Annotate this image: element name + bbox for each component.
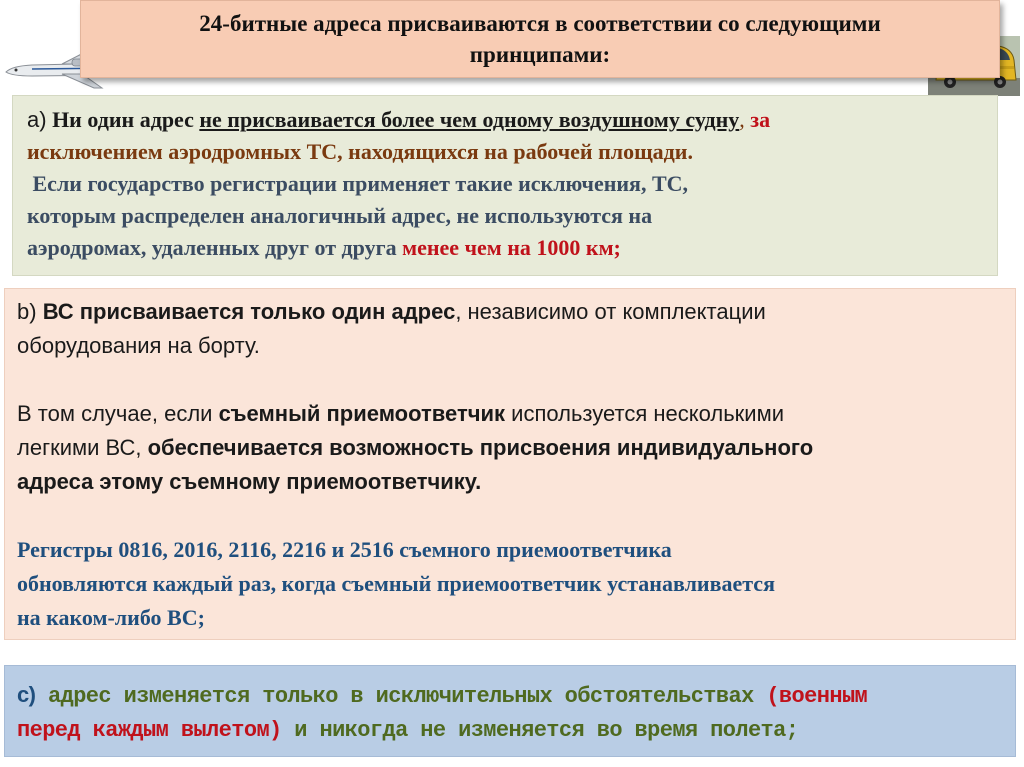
section-a-line-2: исключением аэродромных ТС, находящихся на рабочей площади. — [27, 139, 693, 164]
section-b-line-5: адреса этому съемному приемоответчику. — [17, 469, 482, 494]
section-c-marker: с) — [17, 682, 36, 707]
section-a-box — [12, 95, 998, 276]
section-b-line-6: Регистры 0816, 2016, 2116, 2216 и 2516 съемного приемоответчика — [17, 537, 672, 562]
section-b-line-3: В том случае, если съемный приемоответчик используется несколькими — [17, 401, 785, 426]
section-a-bold: Ни один адрес — [52, 107, 194, 132]
section-b-line-8: на каком-либо ВС; — [17, 605, 205, 630]
section-b-line-1: b) ВС присваивается только один адрес, независимо от комплектации — [17, 299, 766, 324]
section-a-line-1 — [27, 104, 983, 136]
section-b-box — [4, 288, 1016, 640]
section-a-underlined: не присваивается более чем одному воздушному судну — [199, 107, 740, 132]
section-a-line-4: которым распределен аналогичный адрес, не используются на — [27, 203, 653, 228]
section-b-line-2: оборудования на борту. — [17, 333, 260, 358]
section-c-box — [4, 665, 1016, 757]
section-a-line-5: аэродромах, удаленных друг от друга менее чем на 1000 км; — [27, 235, 621, 260]
section-b-line-4: легкими ВС, обеспечивается возможность присвоения индивидуального — [17, 435, 814, 460]
section-a-red: за — [750, 107, 771, 132]
slide-title — [80, 0, 1000, 78]
title-line-1: 24-битные адреса присваиваются в соответствии со следующими — [199, 11, 881, 36]
section-a-marker: а) — [27, 107, 47, 132]
section-c-line-1: с) адрес изменяется только в исключительных обстоятельствах (военным — [17, 682, 868, 709]
section-c-line-2: перед каждым вылетом) и никогда не изменяется во время полета; — [17, 718, 799, 743]
section-b-marker: b) — [17, 299, 37, 324]
title-line-2: принципами: — [469, 42, 611, 67]
section-b-line-7: обновляются каждый раз, когда съемный приемоответчик устанавливается — [17, 571, 775, 596]
section-a-line-3: Если государство регистрации применяет такие исключения, ТС, — [32, 171, 689, 196]
section-a-comma: , — [739, 107, 745, 132]
